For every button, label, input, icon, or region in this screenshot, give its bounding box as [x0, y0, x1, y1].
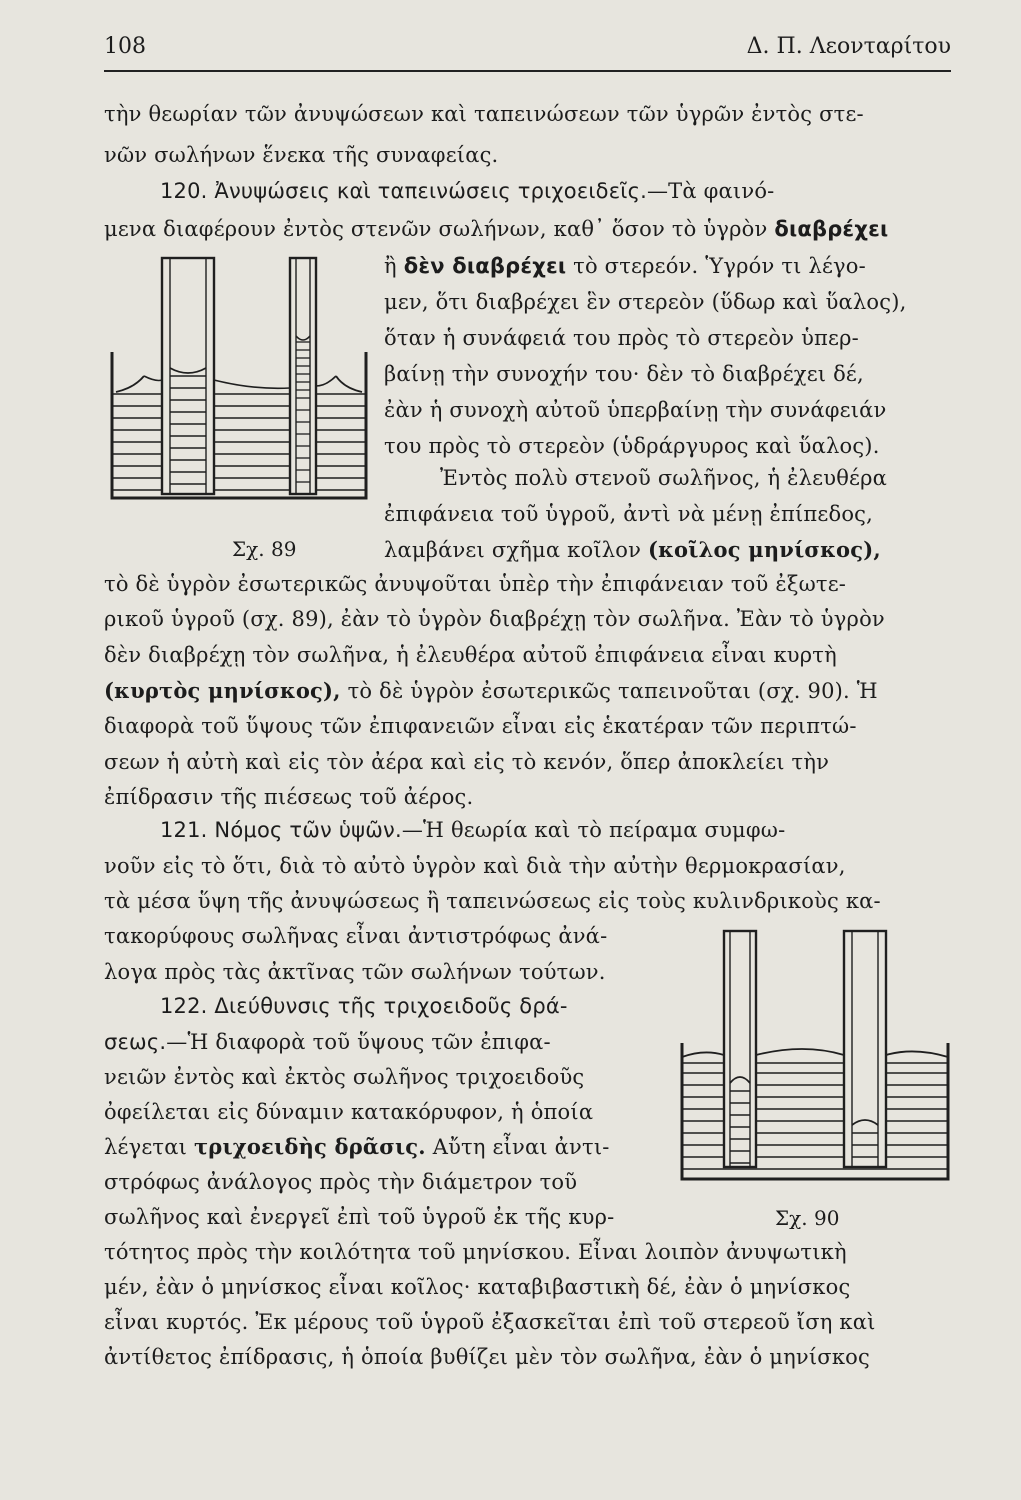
figure-90-caption: Σχ. 90: [775, 1206, 840, 1230]
text-line: του πρὸς τὸ στερεὸν (ὑδράργυρος καὶ ὕαλος).: [384, 434, 880, 458]
text-line: ρικοῦ ὑγροῦ (σχ. 89), ἐὰν τὸ ὑγρὸν διαβρέχῃ τὸν σωλῆνα. Ἐὰν τὸ ὑγρὸν: [104, 607, 885, 631]
text-line: δὲν διαβρέχῃ τὸν σωλῆνα, ἡ ἐλευθέρα αὐτοῦ ἐπιφάνεια εἶναι κυρτὴ: [104, 643, 837, 667]
text-line: νῶν σωλήνων ἕνεκα τῆς συναφείας.: [104, 143, 499, 167]
figure-89-caption: Σχ. 89: [232, 537, 297, 561]
text-line: ἀντίθετος ἐπίδρασις, ἡ ὁποία βυθίζει μὲν τὸν σωλῆνα, ἐὰν ὁ μηνίσκος: [104, 1345, 870, 1369]
text-line: μενα διαφέρουν ἐντὸς στενῶν σωλήνων, καθ᾽ ὅσον τὸ ὑγρὸν διαβρέχει: [104, 217, 889, 241]
text-line: σεων ἡ αὐτὴ καὶ εἰς τὸν ἀέρα καὶ εἰς τὸ κενόν, ὅπερ ἀποκλείει τὴν: [104, 750, 830, 774]
section-120-heading-line: 120. Ἀνυψώσεις καὶ ταπεινώσεις τριχοειδεῖς.—Τὰ φαινό-: [160, 179, 775, 203]
text-line: ἐπιφάνεια τοῦ ὑγροῦ, ἀντὶ νὰ μένῃ ἐπίπεδος,: [384, 502, 874, 526]
section-121-title: 121. Νόμος τῶν ὑψῶν.: [160, 818, 402, 842]
emphasis: δὲν διαβρέχει: [403, 254, 567, 278]
section-122-heading-line: σεως.—Ἡ διαφορὰ τοῦ ὕψους τῶν ἐπιφα-: [104, 1030, 551, 1054]
text-line: τὸ δὲ ὑγρὸν ἐσωτερικῶς ἀνυψοῦται ὑπὲρ τὴν ἐπιφάνειαν τοῦ ἐξωτε-: [104, 572, 847, 596]
figure-90-capillary-depression: [674, 925, 956, 1190]
header-rule: [104, 70, 951, 72]
text-line: νειῶν ἐντὸς καὶ ἐκτὸς σωλῆνος τριχοειδοῦς: [104, 1065, 585, 1089]
text-line: στρόφως ἀνάλογος πρὸς τὴν διάμετρον τοῦ: [104, 1170, 578, 1194]
emphasis: (κυρτὸς μηνίσκος),: [104, 678, 341, 703]
emphasis: διαβρέχει: [774, 217, 889, 241]
text-line: διαφορὰ τοῦ ὕψους τῶν ἐπιφανειῶν εἶναι εἰς ἑκατέραν τῶν περιπτώ-: [104, 714, 857, 738]
text-line: λογα πρὸς τὰς ἀκτῖνας τῶν σωλήνων τούτων.: [104, 960, 606, 984]
text-line: (κυρτὸς μηνίσκος), τὸ δὲ ὑγρὸν ἐσωτερικῶς ταπεινοῦται (σχ. 90). Ἡ: [104, 678, 878, 703]
text-line: ἐὰν ἡ συνοχὴ αὐτοῦ ὑπερβαίνῃ τὴν συνάφειάν: [384, 398, 887, 422]
section-122-title: 122. Διεύθυνσις τῆς τριχοειδοῦς δρά-: [160, 994, 568, 1018]
text-line: τότητος πρὸς τὴν κοιλότητα τοῦ μηνίσκου. Εἶναι λοιπὸν ἀνυψωτικὴ: [104, 1240, 847, 1264]
text-line: νοῦν εἰς τὸ ὅτι, διὰ τὸ αὐτὸ ὑγρὸν καὶ διὰ τὴν αὐτὴν θερμοκρασίαν,: [104, 854, 846, 878]
figure-89-capillary-rise: [104, 252, 372, 512]
text-line: σωλῆνος καὶ ἐνεργεῖ ἐπὶ τοῦ ὑγροῦ ἐκ τῆς κυρ-: [104, 1205, 615, 1229]
text-line: λαμβάνει σχῆμα κοῖλον (κοῖλος μηνίσκος),: [384, 537, 881, 562]
text-line: τὴν θεωρίαν τῶν ἀνυψώσεων καὶ ταπεινώσεων τῶν ὑγρῶν ἐντὸς στε-: [104, 102, 864, 126]
section-121-heading-line: 121. Νόμος τῶν ὑψῶν.—Ἡ θεωρία καὶ τὸ πείραμα συμφω-: [160, 818, 786, 842]
text-line: ἐπίδρασιν τῆς πιέσεως τοῦ ἀέρος.: [104, 785, 474, 809]
text-line: τακορύφους σωλῆνας εἶναι ἀντιστρόφως ἀνά-: [104, 924, 608, 948]
text-line: μεν, ὅτι διαβρέχει ἓν στερεὸν (ὕδωρ καὶ ὕαλος),: [384, 290, 907, 314]
section-120-title: 120. Ἀνυψώσεις καὶ ταπεινώσεις τριχοειδεῖς.: [160, 179, 647, 203]
page-number: 108: [104, 34, 146, 59]
text-line: τὰ μέσα ὕψη τῆς ἀνυψώσεως ἢ ταπεινώσεως εἰς τοὺς κυλινδρικοὺς κα-: [104, 889, 881, 913]
running-header: [104, 34, 951, 74]
text-line: ὀφείλεται εἰς δύναμιν κατακόρυφον, ἡ ὁποία: [104, 1100, 594, 1124]
text-line: Ἐντὸς πολὺ στενοῦ σωλῆνος, ἡ ἐλευθέρα: [440, 466, 888, 490]
text-line: λέγεται τριχοειδὴς δρᾶσις. Αὔτη εἶναι ἀντι-: [104, 1134, 610, 1159]
emphasis: τριχοειδὴς δρᾶσις.: [193, 1134, 426, 1159]
emphasis: (κοῖλος μηνίσκος),: [647, 537, 881, 562]
text-line: εἶναι κυρτός. Ἐκ μέρους τοῦ ὑγροῦ ἐξασκεῖται ἐπὶ τοῦ στερεοῦ ἴση καὶ: [104, 1310, 876, 1334]
running-author: Δ. Π. Λεονταρίτου: [746, 34, 951, 59]
text-line: ἢ δὲν διαβρέχει τὸ στερεόν. Ὑγρόν τι λέγο-: [384, 254, 866, 278]
text-line: βαίνῃ τὴν συνοχήν του· δὲν τὸ διαβρέχει δέ,: [384, 362, 864, 386]
text-line: μέν, ἐὰν ὁ μηνίσκος εἶναι κοῖλος· καταβιβαστικὴ δέ, ἐὰν ὁ μηνίσκος: [104, 1275, 851, 1299]
text-line: ὅταν ἡ συνάφειά του πρὸς τὸ στερεὸν ὑπερ-: [384, 326, 859, 350]
